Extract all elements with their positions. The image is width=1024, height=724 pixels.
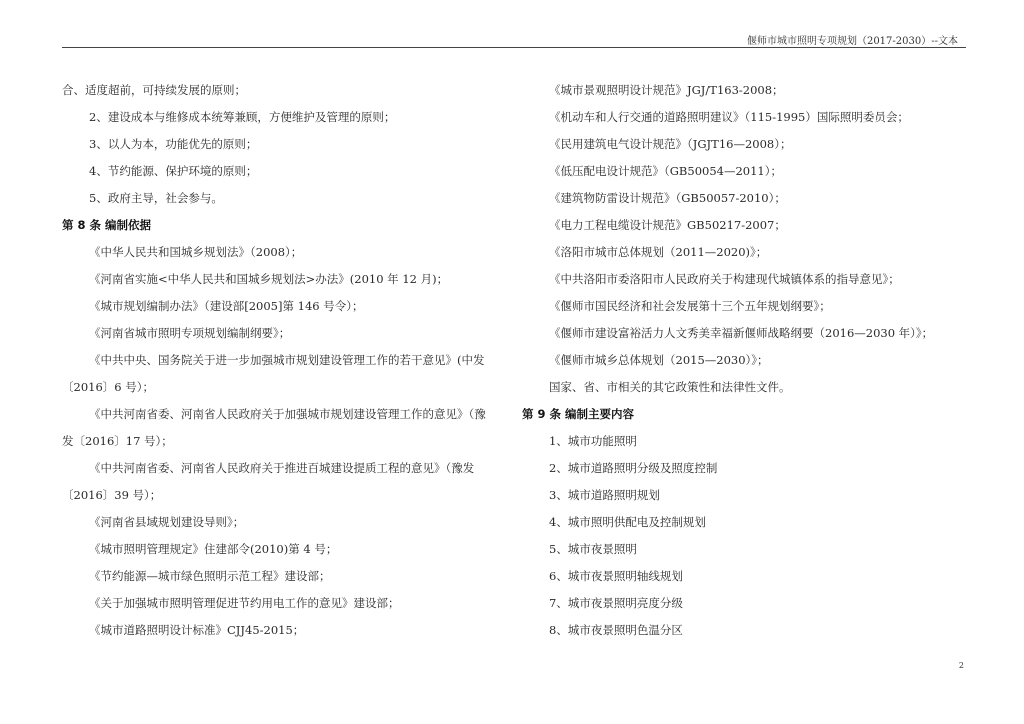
text-line: 《河南省实施<中华人民共和国城乡规划法>办法》(2010 年 12 月)；	[89, 272, 449, 286]
text-line: 《城市照明管理规定》住建部令(2010)第 4 号；	[89, 542, 338, 556]
right-column	[522, 77, 962, 644]
text-line: 《中共河南省委、河南省人民政府关于加强城市规划建设管理工作的意见》（豫	[89, 407, 486, 421]
text-line: 国家、省、市相关的其它政策性和法律性文件。	[549, 380, 791, 394]
text-line: 《建筑物防雷设计规范》（GB50057-2010）；	[549, 191, 786, 205]
section-heading: 第 8 条 编制依据	[62, 218, 152, 232]
text-line: 合、适度超前，可持续发展的原则；	[62, 83, 246, 97]
text-line: 〔2016〕39 号）；	[62, 488, 162, 502]
text-line: 《中共洛阳市委洛阳市人民政府关于构建现代城镇体系的指导意见》；	[549, 272, 900, 286]
section-heading: 第 9 条 编制主要内容	[522, 407, 635, 421]
text-line: 《城市道路照明设计标准》CJJ45-2015；	[89, 623, 305, 637]
text-line: 2、建设成本与维修成本统筹兼顾，方便维护及管理的原则；	[89, 110, 396, 124]
text-line: 《低压配电设计规范》（GB50054—2011）；	[549, 164, 782, 178]
text-line: 《民用建筑电气设计规范》（JGJT16—2008）；	[549, 137, 792, 151]
text-line: 《城市规划编制办法》（建设部[2005]第 146 号令）；	[89, 299, 364, 313]
text-line: 8、城市夜景照明色温分区	[549, 623, 683, 637]
text-line: 《关于加强城市照明管理促进节约用电工作的意见》建设部；	[89, 596, 400, 610]
text-line: 《洛阳市城市总体规划（2011—2020)》；	[549, 245, 768, 259]
text-line: 《河南省县域规划建设导则》；	[89, 515, 245, 529]
text-line: 3、城市道路照明规划	[549, 488, 660, 502]
text-line: 发〔2016〕17 号）；	[62, 434, 173, 448]
text-line: 1、城市功能照明	[549, 434, 637, 448]
document-header-title: 偃师市城市照明专项规划（2017-2030）--文本	[746, 36, 958, 47]
text-line: 《中共中央、国务院关于进一步加强城市规划建设管理工作的若干意见》(中发	[89, 353, 485, 367]
header-divider	[62, 47, 966, 48]
left-column	[62, 77, 502, 644]
text-line: 《偃师市建设富裕活力人文秀美幸福新偃师战略纲要（2016—2030 年）》；	[549, 326, 934, 340]
text-line: 《机动车和人行交通的道路照明建议》（115-1995）国际照明委员会；	[549, 110, 909, 124]
text-line: 《电力工程电缆设计规范》GB50217-2007；	[549, 218, 786, 232]
text-line: 《偃师市城乡总体规划（2015—2030）》；	[549, 353, 769, 367]
text-line: 4、城市照明供配电及控制规划	[549, 515, 706, 529]
text-line: 7、城市夜景照明亮度分级	[549, 596, 683, 610]
text-line: 《偃师市国民经济和社会发展第十三个五年规划纲要》；	[549, 299, 831, 313]
page-number: 2	[958, 661, 964, 670]
text-line: 5、城市夜景照明	[549, 542, 637, 556]
text-line: 5、政府主导，社会参与。	[89, 191, 223, 205]
text-line: 《中华人民共和国城乡规划法》（2008）；	[89, 245, 303, 259]
text-line: 4、节约能源、保护环境的原则；	[89, 164, 258, 178]
text-line: 〔2016〕6 号）；	[62, 380, 154, 394]
text-line: 《节约能源—城市绿色照明示范工程》建设部；	[89, 569, 331, 583]
text-line: 《中共河南省委、河南省人民政府关于推进百城建设提质工程的意见》（豫发	[89, 461, 475, 475]
text-line: 《河南省城市照明专项规划编制纲要》；	[89, 326, 291, 340]
text-line: 3、以人为本，功能优先的原则；	[89, 137, 258, 151]
text-line: 6、城市夜景照明轴线规划	[549, 569, 683, 583]
text-line: 2、城市道路照明分级及照度控制	[549, 461, 718, 475]
text-line: 《城市景观照明设计规范》JGJ/T163-2008；	[549, 83, 784, 97]
